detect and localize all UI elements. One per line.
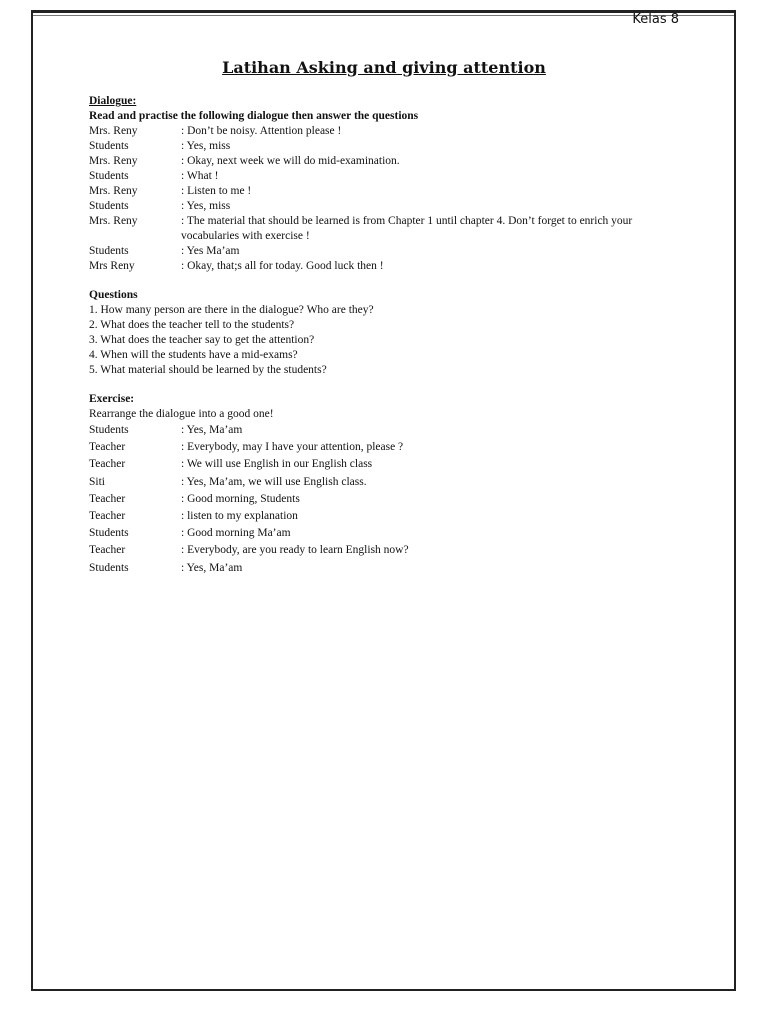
speaker-line: : What ! — [181, 170, 219, 182]
speaker-name: Mrs. Reny — [89, 125, 138, 137]
dialogue-row — [89, 139, 689, 154]
exercise-instruction: Rearrange the dialogue into a good one! — [89, 408, 274, 420]
speaker-name: Students — [89, 561, 129, 574]
document-title: Latihan Asking and giving attention — [222, 58, 546, 77]
speaker-line: : Good morning, Students — [181, 492, 300, 505]
speaker-line: : Yes, Ma’am — [181, 561, 243, 574]
speaker-name: Students — [89, 424, 129, 436]
exercise-row — [89, 560, 689, 577]
question-item: 3. What does the teacher say to get the attention? — [89, 334, 315, 346]
class-label: Kelas 8 — [632, 12, 679, 27]
speaker-name: Teacher — [89, 510, 126, 523]
speaker-line: : Yes, miss — [181, 200, 231, 212]
speaker-line: : Don’t be noisy. Attention please ! — [181, 125, 342, 137]
speaker-name: Mrs. Reny — [89, 215, 138, 227]
exercise-row — [89, 525, 689, 542]
question-item: 2. What does the teacher tell to the students? — [89, 319, 295, 331]
exercise-row — [89, 474, 689, 491]
exercise-lines — [89, 422, 689, 577]
speaker-name: Teacher — [89, 544, 126, 557]
dialogue-heading: Dialogue: — [89, 95, 137, 107]
speaker-line: : Yes, miss — [181, 140, 231, 152]
document-body — [89, 94, 689, 577]
question-item: 1. How many person are there in the dialogue? Who are they? — [89, 304, 374, 316]
speaker-line: : Okay, that;s all for today. Good luck then ! — [181, 260, 384, 272]
speaker-name: Students — [89, 527, 129, 540]
speaker-name: Mrs Reny — [89, 260, 135, 272]
dialogue-row — [89, 259, 689, 274]
speaker-line: : Yes, Ma’am — [181, 424, 243, 436]
speaker-line: : Okay, next week we will do mid-examination. — [181, 155, 400, 167]
speaker-line: : Good morning Ma’am — [181, 527, 291, 540]
question-item: 4. When will the students have a mid-exams? — [89, 349, 298, 361]
dialogue-row — [89, 169, 689, 184]
exercise-row — [89, 456, 689, 473]
speaker-name: Teacher — [89, 458, 126, 471]
dialogue-row — [89, 124, 689, 139]
dialogue-row — [89, 214, 689, 244]
speaker-name: Students — [89, 245, 129, 257]
questions-heading: Questions — [89, 289, 138, 301]
speaker-name: Mrs. Reny — [89, 185, 138, 197]
exercise-row — [89, 491, 689, 508]
speaker-line: : Everybody, are you ready to learn English now? — [181, 544, 409, 557]
speaker-name: Siti — [89, 475, 105, 488]
question-item: 5. What material should be learned by the students? — [89, 364, 327, 376]
speaker-line: : Everybody, may I have your attention, please ? — [181, 441, 404, 454]
speaker-name: Students — [89, 200, 129, 212]
question-list — [89, 303, 689, 378]
speaker-line: : Yes Ma’am — [181, 245, 240, 257]
exercise-row — [89, 439, 689, 456]
speaker-name: Students — [89, 140, 129, 152]
dialogue-instruction: Read and practise the following dialogue then answer the questions — [89, 110, 419, 122]
dialogue-row — [89, 199, 689, 214]
exercise-row — [89, 508, 689, 525]
speaker-line: : The material that should be learned is from Chapter 1 until chapter 4. Don’t forget to enrich your vocabularies with exercise ! — [181, 215, 633, 242]
dialogue-row — [89, 154, 689, 169]
exercise-row — [89, 542, 689, 559]
speaker-line: : We will use English in our English class — [181, 458, 373, 471]
speaker-line: : Yes, Ma’am, we will use English class. — [181, 475, 367, 488]
exercise-row — [89, 422, 689, 439]
speaker-line: : Listen to me ! — [181, 185, 252, 197]
speaker-name: Teacher — [89, 492, 126, 505]
speaker-name: Mrs. Reny — [89, 155, 138, 167]
dialogue-lines — [89, 124, 689, 274]
dialogue-row — [89, 244, 689, 259]
speaker-name: Teacher — [89, 441, 126, 454]
exercise-heading: Exercise: — [89, 393, 135, 405]
speaker-line: : listen to my explanation — [181, 510, 298, 523]
speaker-name: Students — [89, 170, 129, 182]
dialogue-row — [89, 184, 689, 199]
